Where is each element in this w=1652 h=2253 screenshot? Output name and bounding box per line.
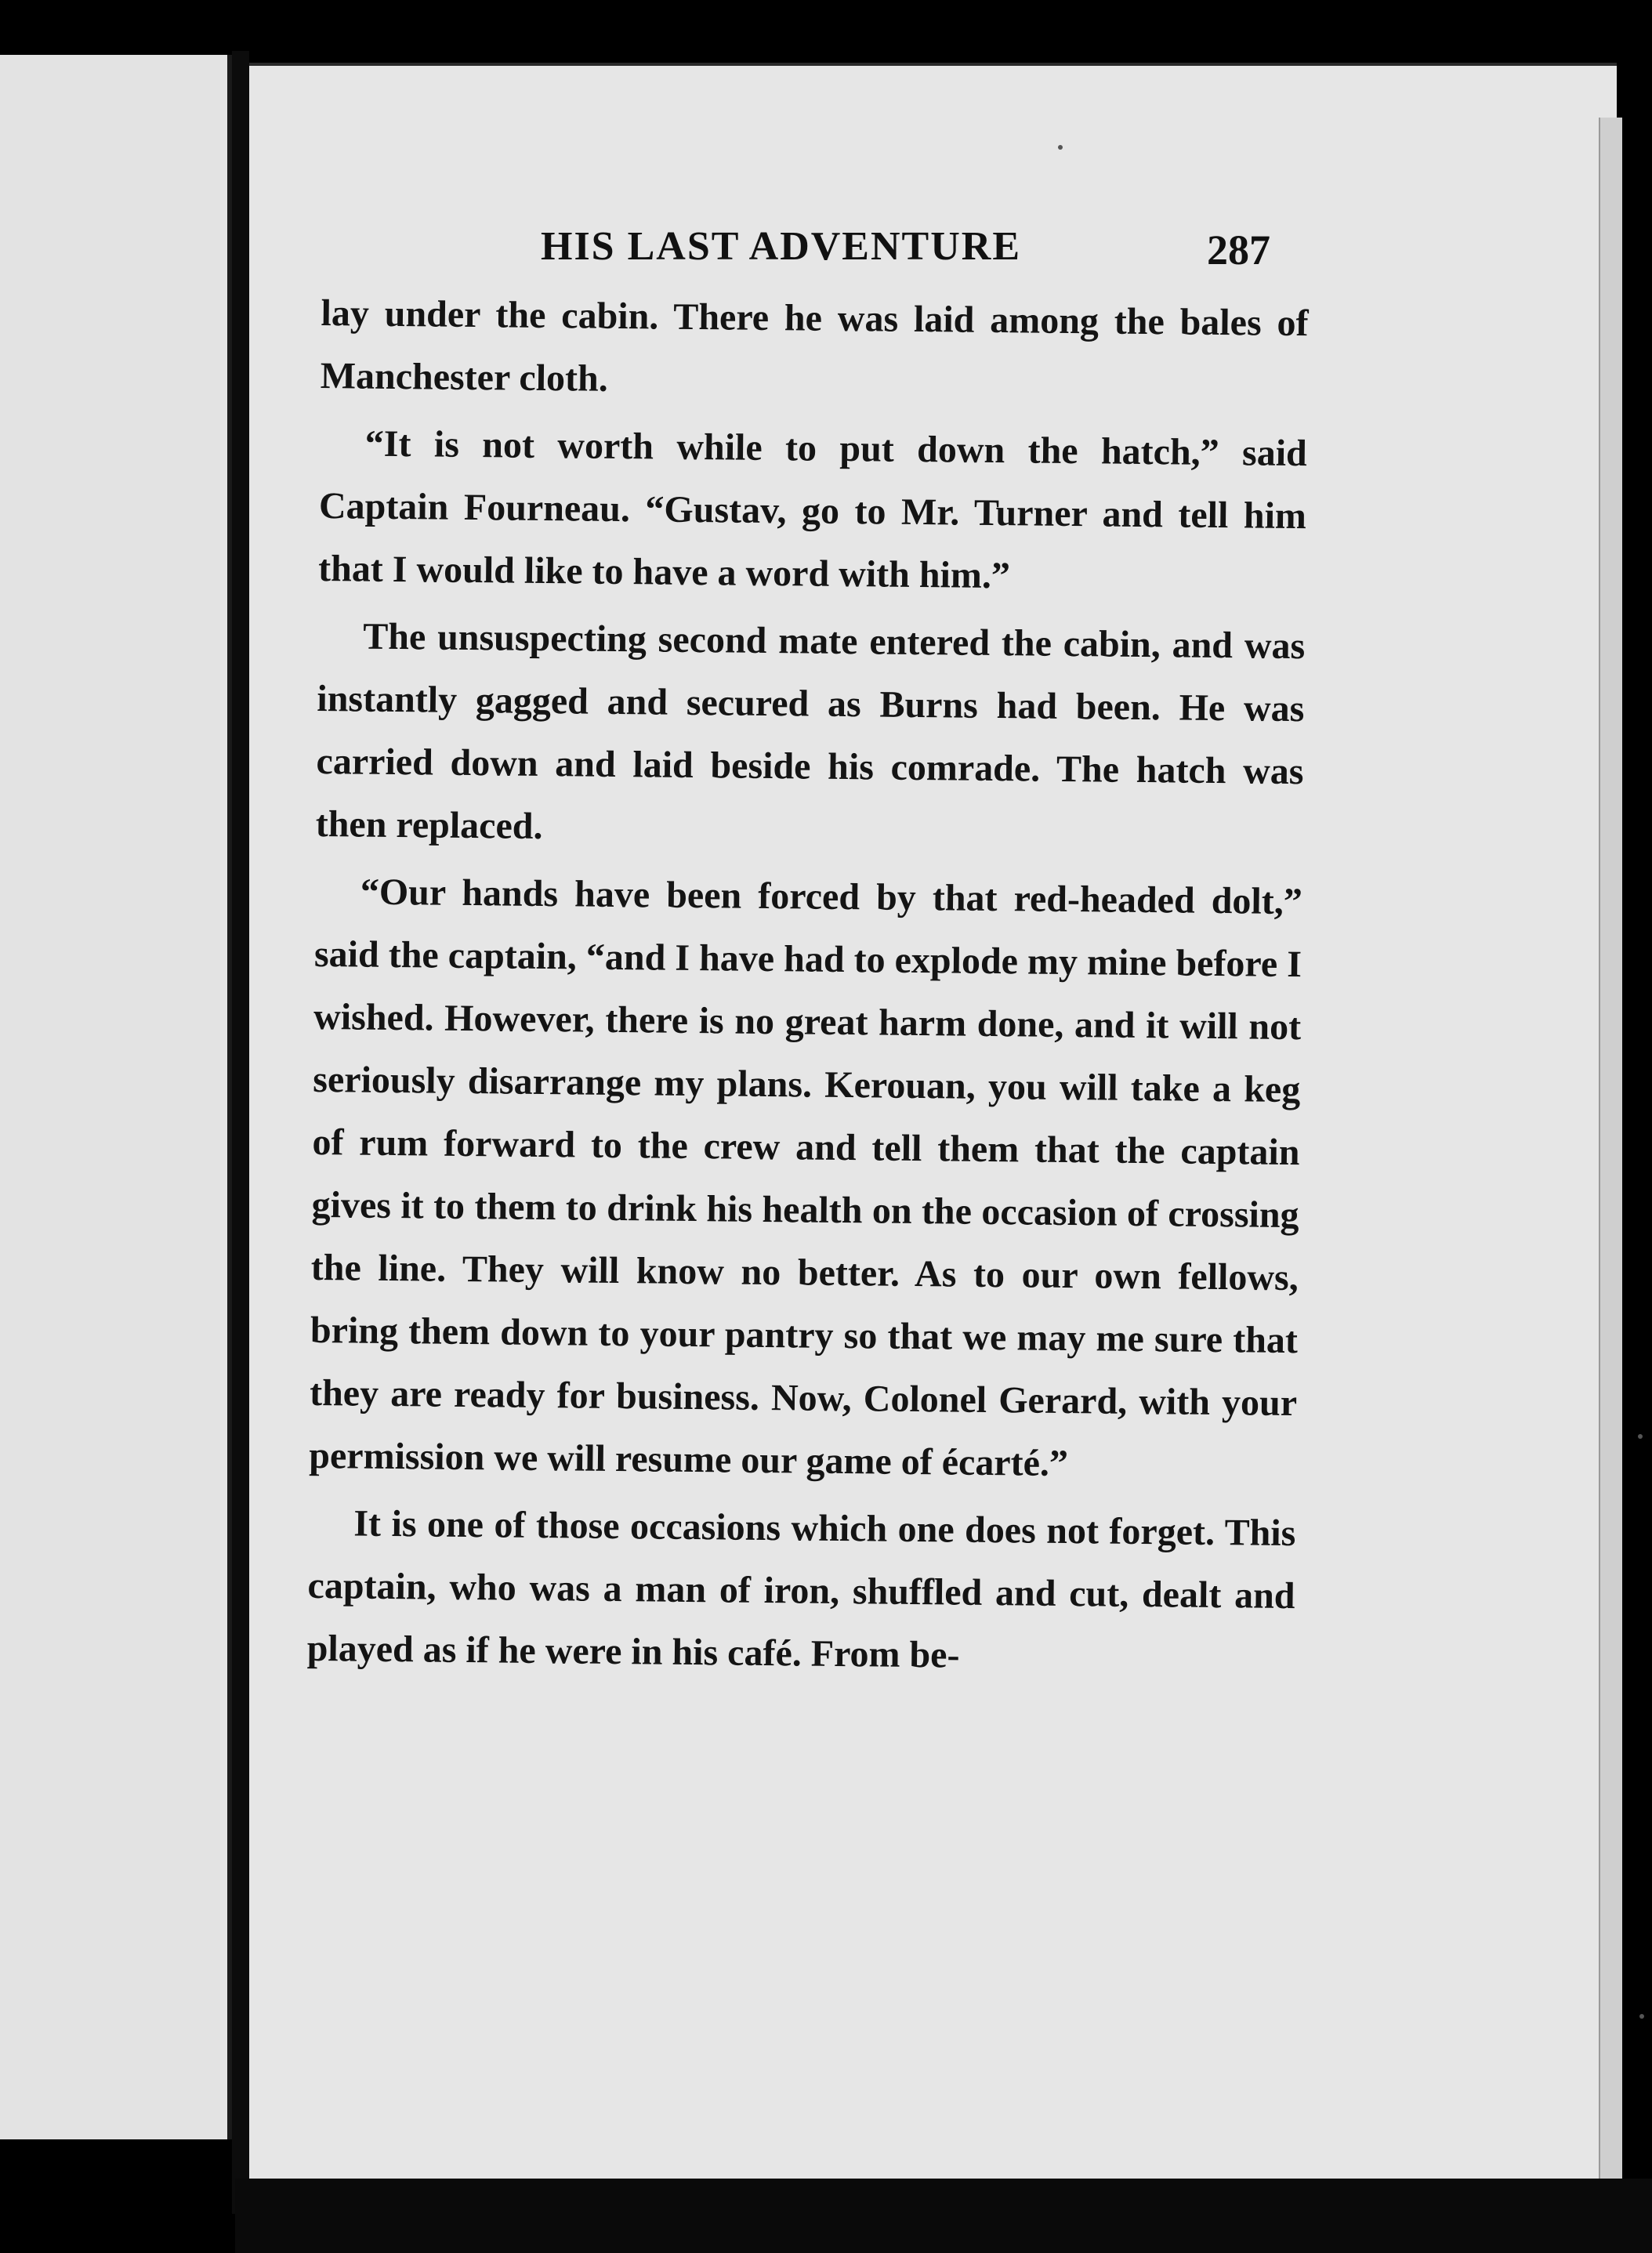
scan-speck xyxy=(1639,2014,1644,2019)
page-fore-edge xyxy=(1599,118,1622,2202)
scan-speck xyxy=(1638,1434,1643,1439)
scan-bottom-border xyxy=(235,2179,1652,2253)
paragraph: “Our hands have been forced by that red-headed dolt,” said the captain, “and I have had to explode my mine before I wished. However, there is no great harm done, and it will not seriously disarrange my plans. Kerouan, you will take a keg of rum forward to the crew and tell them that the captain gives it to them to drink his health on the occasion of crossing the line. They will know no better. As to our own fellows, bring them down to your pantry so that we may me sure that they are ready for business. Now, Colonel Gerard, with your permission we will resume our game of écarté.” xyxy=(309,871,1303,1485)
paragraph: The unsuspecting second mate entered the cabin, and was instantly gagged and secured as Burns had been. He was carried down and laid beside his comrade. The hatch was then replaced. xyxy=(315,615,1306,847)
body-text xyxy=(306,282,1309,1695)
paragraph: It is one of those occasions which one does not forget. This captain, who was a man of iron, shuffled and cut, dealt and played as if he were in his café. From be- xyxy=(306,1502,1296,1676)
left-page-edge xyxy=(0,55,232,2139)
paragraph: “It is not worth while to put down the hatch,” said Captain Fourneau. “Gustav, go to Mr. Turner and tell him that I would like to have a word with him.” xyxy=(317,422,1308,597)
running-head: HIS LAST ADVENTURE xyxy=(541,224,1022,269)
scan-speck xyxy=(1058,145,1063,150)
paragraph: lay under the cabin. There he was laid among the bales of Manchester cloth. xyxy=(320,292,1309,400)
page-number: 287 xyxy=(1207,226,1270,273)
book-gutter xyxy=(232,51,249,2214)
